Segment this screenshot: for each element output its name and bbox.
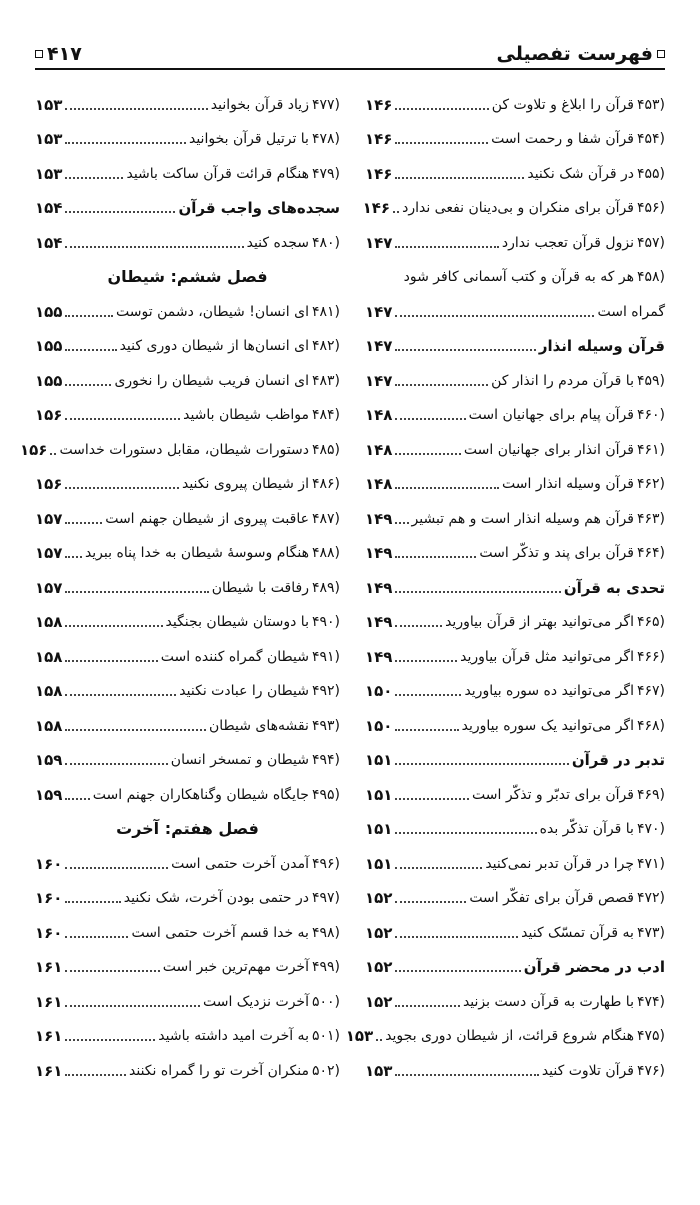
entry-title: قرآن پیام برای جهانیان است: [468, 407, 634, 423]
entry-page-number: ۱۵۶: [35, 406, 63, 424]
toc-entry-row: [365, 154, 665, 189]
entry-page-number: ۱۵۲: [365, 923, 393, 942]
toc-entry-row: [35, 672, 340, 707]
dot-leader: [65, 1005, 200, 1007]
entry-page-number: ۱۵۷: [35, 544, 63, 562]
entry-page-number: ۱۴۷: [365, 371, 393, 390]
entry-page-number: ۱۶۰: [35, 889, 63, 907]
toc-entry-row: [365, 85, 665, 120]
entry-number: (۴۹۷: [311, 890, 340, 906]
entry-number: (۴۸۷: [311, 510, 340, 527]
toc-entry-row: [365, 844, 665, 879]
entry-number: (۴۸۵: [311, 441, 340, 458]
entry-title: قرآن برای منکران و بی‌دینان نفعی ندارد: [402, 200, 634, 216]
entry-title: در قرآن شک نکنید: [527, 165, 634, 182]
entry-page-number: ۱۵۵: [35, 302, 63, 321]
dot-leader: [65, 660, 157, 662]
dot-leader: [65, 763, 167, 765]
entry-page-number: ۱۴۶: [365, 130, 393, 148]
section-title: ادب در محضر قرآن: [523, 958, 665, 976]
dot-leader: [395, 798, 469, 800]
entry-number: (۴۵۵: [636, 165, 665, 182]
entry-title: در حتمی بودن آخرت، شک نکنید: [123, 890, 309, 906]
toc-entry-row: [35, 499, 340, 534]
entry-number: (۴۷۴: [636, 993, 665, 1010]
dot-leader: [395, 591, 560, 593]
header-page-group: [35, 43, 82, 65]
entry-number: (۴۷۱: [636, 855, 665, 872]
entry-title: با طهارت به قرآن دست بزنید: [462, 993, 634, 1010]
entry-number: (۴۸۴: [311, 407, 340, 423]
toc-entry-row: [35, 844, 340, 879]
dot-leader: [395, 660, 457, 662]
toc-entry-row: [365, 396, 665, 431]
entry-page-number: ۱۵۲: [365, 992, 393, 1011]
toc-entry-row: [35, 603, 340, 638]
entry-title: قرآن تلاوت کنید: [541, 1062, 634, 1079]
entry-title: اگر می‌توانید بهتر از قرآن بیاورید: [445, 614, 634, 630]
toc-entry-row: [365, 637, 665, 672]
entry-title: با قرآن تذکّر بده: [539, 821, 634, 837]
toc-entry-row: [35, 85, 340, 120]
entry-title: ای انسان فریب شیطان را نخوری: [114, 372, 309, 389]
dot-leader: [65, 556, 81, 558]
toc-entry-row: [35, 706, 340, 741]
entry-number: (۴۸۶: [311, 476, 340, 492]
toc-entry-row: [365, 223, 665, 258]
entry-number: (۴۹۳: [311, 717, 340, 734]
entry-title: از شیطان پیروی نکنید: [181, 476, 309, 492]
dot-leader: [395, 763, 568, 765]
entry-page-number: ۱۵۱: [365, 820, 393, 838]
entry-page-number: ۱۴۹: [365, 647, 393, 666]
dot-leader: [65, 867, 168, 869]
entry-number: (۴۶۲: [636, 476, 665, 492]
toc-entry-row: [365, 534, 665, 569]
entry-page-number: ۱۴۸: [365, 406, 393, 424]
entry-page-number: ۱۴۸: [365, 475, 393, 493]
entry-title: قرآن هم وسیله انذار است و هم تبشیر: [411, 510, 634, 527]
dot-leader: [395, 970, 520, 972]
dot-leader: [65, 418, 180, 420]
entry-number: (۴۵۹: [636, 372, 665, 389]
entry-number: (۴۸۰: [311, 234, 340, 251]
entry-number: (۴۹۰: [311, 614, 340, 630]
entry-title: ای انسان! شیطان، دشمن توست: [116, 303, 309, 320]
entry-title: با ترتیل قرآن بخوانید: [188, 131, 309, 147]
entry-title: به آخرت امید داشته باشید: [158, 1028, 309, 1044]
entry-number: (۴۸۱: [311, 303, 340, 320]
dot-leader: [395, 246, 498, 248]
toc-entry-row: [365, 775, 665, 810]
toc-section-row: [35, 189, 340, 224]
entry-number: (۴۶۵: [636, 614, 665, 630]
entry-number: (۴۹۸: [311, 924, 340, 941]
entry-number: (۵۰۱: [311, 1028, 340, 1044]
entry-page-number: ۱۵۸: [35, 647, 63, 666]
dot-leader: [376, 1039, 382, 1041]
entry-number: (۴۶۹: [636, 786, 665, 803]
toc-entry-row: [35, 534, 340, 569]
entry-number: (۴۹۵: [311, 786, 340, 803]
dot-leader: [65, 142, 186, 144]
entry-number: (۵۰۰: [311, 993, 340, 1010]
entry-title: قرآن برای تدبّر و تذکّر است: [472, 786, 634, 803]
entry-number: (۴۶۴: [636, 545, 665, 561]
chapter-heading: فصل هفتم: آخرت: [116, 819, 259, 838]
entry-page-number: ۱۴۶: [365, 95, 393, 114]
dot-leader: [395, 177, 524, 179]
entry-page-number: ۱۵۴: [35, 199, 63, 217]
entry-title: قرآن را ابلاغ و تلاوت کن: [491, 96, 634, 113]
dot-leader: [65, 315, 113, 317]
toc-entry-row: [35, 741, 340, 776]
entry-page-number: ۱۵۱: [365, 751, 393, 769]
toc-entry-row: [35, 396, 340, 431]
toc-entry-row: [365, 810, 665, 845]
entry-page-number: ۱۵۰: [365, 682, 393, 700]
entry-title: به قرآن تمسّک کنید: [521, 924, 634, 941]
toc-entry-row: [35, 948, 340, 983]
toc-entry-row: [365, 292, 665, 327]
entry-page-number: ۱۵۹: [35, 751, 63, 769]
toc-entry-row: [365, 913, 665, 948]
entry-title: هر که به قرآن و کتب آسمانی کافر شود: [403, 269, 634, 285]
entry-page-number: ۱۶۱: [35, 958, 63, 976]
header-title-group: [497, 43, 665, 65]
dot-leader: [393, 211, 399, 213]
toc-entry-row: [35, 568, 340, 603]
entry-page-number: ۱۵۳: [35, 130, 63, 148]
dot-leader: [395, 108, 488, 110]
toc-entry-row: [365, 465, 665, 500]
entry-page-number: ۱۵۸: [35, 613, 63, 631]
entry-number: (۴۷۷: [311, 96, 340, 113]
entry-number: (۴۹۹: [311, 959, 340, 975]
dot-leader: [395, 729, 458, 731]
toc-entry-row: [35, 982, 340, 1017]
entry-number: (۵۰۲: [311, 1062, 340, 1079]
entry-title: ای انسان‌ها از شیطان دوری کنید: [119, 338, 309, 354]
dot-leader: [395, 418, 465, 420]
dot-leader: [395, 487, 499, 489]
entry-number: (۴۹۱: [311, 648, 340, 665]
entry-title: منکران آخرت تو را گمراه نکنند: [129, 1062, 309, 1079]
entry-title: قصص قرآن برای تفکّر است: [469, 890, 634, 906]
entry-title: اگر می‌توانید مثل قرآن بیاورید: [460, 648, 634, 665]
toc-entry-row: [35, 292, 340, 327]
entry-title: مواظب شیطان باشید: [183, 407, 309, 423]
dot-leader: [65, 729, 205, 731]
chapter-heading: فصل ششم: شیطان: [107, 267, 268, 286]
dot-leader: [65, 487, 179, 489]
toc-entry-row: [35, 327, 340, 362]
entry-number: (۴۶۷: [636, 683, 665, 699]
toc-entry-row: [19, 430, 340, 465]
entry-number: (۴۹۶: [311, 855, 340, 872]
entry-title: گمراه است: [597, 303, 665, 320]
toc-entry-row: [345, 1017, 665, 1052]
dot-leader: [65, 936, 128, 938]
entry-number: (۴۸۳: [311, 372, 340, 389]
toc-section-row: [365, 741, 665, 776]
square-bullet-icon: [35, 50, 43, 58]
entry-title: قرآن وسیله انذار است: [502, 476, 634, 492]
entry-page-number: ۱۵۲: [365, 889, 393, 907]
entry-page-number: ۱۴۷: [365, 337, 393, 355]
dot-leader: [395, 1074, 538, 1076]
dot-leader: [395, 522, 408, 524]
entry-page-number: ۱۴۹: [365, 509, 393, 528]
toc-entry-row: [35, 637, 340, 672]
dot-leader: [65, 349, 116, 351]
dot-leader: [395, 349, 535, 351]
entry-page-number: ۱۴۸: [365, 440, 393, 459]
entry-number: (۴۷۰: [636, 821, 665, 837]
entry-page-number: ۱۴۶: [362, 199, 391, 217]
dot-leader: [65, 798, 89, 800]
entry-number: (۴۷۸: [311, 131, 340, 147]
entry-number: (۴۶۳: [636, 510, 665, 527]
entry-number: (۴۶۸: [636, 717, 665, 734]
dot-leader: [395, 936, 518, 938]
entry-page-number: ۱۴۶: [365, 164, 393, 183]
toc-column-left: [19, 85, 340, 1086]
toc-entry-row: [365, 672, 665, 707]
section-title: سجده‌های واجب قرآن: [178, 199, 340, 217]
toc-entry-row: [365, 982, 665, 1017]
toc-entry-row: [35, 120, 340, 155]
entry-page-number: ۱۵۴: [35, 233, 63, 252]
dot-leader: [395, 384, 488, 386]
page-header: [35, 40, 665, 70]
entry-number: (۴۷۲: [636, 890, 665, 906]
entry-number: (۴۶۶: [636, 648, 665, 665]
section-title: تدبر در قرآن: [571, 751, 665, 769]
entry-number: (۴۷۶: [636, 1062, 665, 1079]
entry-title: هنگام قرائت قرآن ساکت باشید: [126, 165, 309, 182]
toc-entry-row: [35, 223, 340, 258]
entry-page-number: ۱۵۷: [35, 509, 63, 528]
entry-page-number: ۱۵۶: [35, 475, 63, 493]
toc-section-row: [365, 327, 665, 362]
entry-title: با دوستان شیطان بجنگید: [165, 614, 309, 630]
entry-title: آمدن آخرت حتمی است: [171, 855, 309, 872]
entry-page-number: ۱۴۹: [365, 578, 393, 597]
entry-page-number: ۱۵۳: [35, 95, 63, 114]
dot-leader: [395, 832, 536, 834]
toc-entry-row: [365, 120, 665, 155]
entry-page-number: ۱۶۰: [35, 854, 63, 873]
entry-page-number: ۱۵۳: [345, 1027, 374, 1045]
dot-leader: [65, 591, 208, 593]
entry-title: شیطان را عبادت نکنید: [179, 683, 309, 699]
entry-title: زیاد قرآن بخوانید: [210, 96, 309, 113]
toc-entry-row: [362, 189, 665, 224]
toc-entry-row: [365, 258, 665, 293]
entry-number: (۴۵۶: [636, 200, 665, 216]
dot-leader: [65, 694, 176, 696]
entry-number: (۴۶۱: [636, 441, 665, 458]
entry-title: اگر می‌توانید ده سوره بیاورید: [464, 683, 634, 699]
entry-title: شیطان گمراه کننده است: [160, 648, 309, 665]
entry-title: عاقبت پیروی از شیطان جهنم است: [105, 510, 309, 527]
entry-number: (۴۵۸: [636, 269, 665, 285]
dot-leader: [65, 901, 120, 903]
entry-page-number: ۱۶۱: [35, 1061, 63, 1080]
dot-leader: [395, 556, 476, 558]
square-bullet-icon: [657, 50, 665, 58]
header-page-number: ۴۱۷: [47, 43, 82, 65]
entry-title: به خدا قسم آخرت حتمی است: [131, 924, 309, 941]
entry-page-number: ۱۵۵: [35, 371, 63, 390]
entry-title: هنگام وسوسهٔ شیطان به خدا پناه ببرید: [84, 545, 309, 561]
entry-page-number: ۱۵۹: [35, 785, 63, 804]
toc-entry-row: [35, 913, 340, 948]
entry-page-number: ۱۴۷: [365, 233, 393, 252]
dot-leader: [65, 970, 159, 972]
entry-title: با قرآن مردم را انذار کن: [491, 372, 634, 389]
dot-leader: [65, 1039, 155, 1041]
dot-leader: [395, 1005, 459, 1007]
toc-entry-row: [35, 154, 340, 189]
dot-leader: [395, 142, 488, 144]
toc-entry-row: [365, 499, 665, 534]
entry-number: (۴۷۳: [636, 924, 665, 941]
section-title: قرآن وسیله انذار: [538, 337, 665, 355]
entry-page-number: ۱۵۸: [35, 682, 63, 700]
entry-number: (۴۷۹: [311, 165, 340, 182]
entry-title: نقشه‌های شیطان: [208, 717, 309, 734]
dot-leader: [65, 108, 207, 110]
entry-page-number: ۱۴۹: [365, 613, 393, 631]
toc-section-row: [365, 568, 665, 603]
entry-number: (۴۹۲: [311, 683, 340, 699]
entry-page-number: ۱۵۲: [365, 958, 393, 976]
dot-leader: [65, 522, 102, 524]
entry-page-number: ۱۶۱: [35, 992, 63, 1011]
entry-page-number: ۱۶۱: [35, 1027, 63, 1045]
entry-page-number: ۱۵۱: [365, 785, 393, 804]
toc-entry-row: [35, 1051, 340, 1086]
entry-page-number: ۱۶۰: [35, 923, 63, 942]
entry-number: (۴۸۸: [311, 545, 340, 561]
entry-page-number: ۱۵۳: [35, 164, 63, 183]
entry-page-number: ۱۵۰: [365, 716, 393, 735]
entry-title: شیطان و تمسخر انسان: [170, 752, 309, 768]
toc-entry-row: [365, 1051, 665, 1086]
dot-leader: [65, 246, 243, 248]
toc-column-right: [345, 85, 665, 1086]
entry-number: (۴۸۲: [311, 338, 340, 354]
toc-entry-row: [35, 879, 340, 914]
entry-number: (۴۵۷: [636, 234, 665, 251]
dot-leader: [65, 211, 175, 213]
entry-title: سجده کنید: [246, 234, 309, 251]
entry-title: آخرت مهم‌ترین خبر است: [162, 959, 309, 975]
toc-entry-row: [365, 706, 665, 741]
header-title: فهرست تفصیلی: [496, 43, 653, 65]
entry-page-number: ۱۵۶: [19, 440, 48, 459]
dot-leader: [65, 1074, 126, 1076]
toc-entry-row: [35, 775, 340, 810]
toc-entry-row: [365, 879, 665, 914]
toc-entry-row: [35, 465, 340, 500]
entry-page-number: ۱۵۳: [365, 1061, 393, 1080]
entry-number: (۴۵۴: [636, 131, 665, 147]
entry-title: چرا در قرآن تدبر نمی‌کنید: [485, 855, 634, 872]
dot-leader: [395, 453, 460, 455]
entry-title: دستورات شیطان، مقابل دستورات خداست: [59, 441, 309, 458]
entry-page-number: ۱۵۱: [365, 854, 393, 873]
entry-number: (۴۸۹: [311, 579, 340, 596]
section-title: تحدی به قرآن: [563, 578, 665, 597]
toc-entry-row: [365, 603, 665, 638]
dot-leader: [65, 177, 123, 179]
dot-leader: [395, 867, 482, 869]
entry-page-number: ۱۵۵: [35, 337, 63, 355]
entry-title: جایگاه شیطان وگناهکاران جهنم است: [92, 786, 309, 803]
dot-leader: [395, 315, 594, 317]
entry-title: آخرت نزدیک است: [202, 993, 309, 1010]
dot-leader: [50, 453, 56, 455]
toc-section-row: [365, 948, 665, 983]
entry-title: هنگام شروع قرائت، از شیطان دوری بجوید: [385, 1028, 634, 1044]
entry-title: قرآن انذار برای جهانیان است: [463, 441, 634, 458]
dot-leader: [65, 625, 162, 627]
toc-entry-row: [365, 430, 665, 465]
dot-leader: [65, 384, 111, 386]
entry-number: (۴۹۴: [311, 752, 340, 768]
entry-title: نزول قرآن تعجب ندارد: [501, 234, 634, 251]
entry-number: (۴۷۵: [636, 1028, 665, 1044]
toc-entry-row: [35, 1017, 340, 1052]
entry-title: اگر می‌توانید یک سوره بیاورید: [461, 717, 634, 734]
entry-page-number: ۱۴۷: [365, 302, 393, 321]
entry-number: (۴۵۳: [636, 96, 665, 113]
entry-page-number: ۱۴۹: [365, 544, 393, 562]
dot-leader: [395, 694, 461, 696]
entry-number: (۴۶۰: [636, 407, 665, 423]
dot-leader: [395, 625, 442, 627]
entry-title: قرآن برای پند و تذکّر است: [479, 545, 634, 561]
entry-title: رفاقت با شیطان: [211, 579, 309, 596]
entry-title: قرآن شفا و رحمت است: [491, 131, 634, 147]
toc-entry-row: [35, 361, 340, 396]
dot-leader: [395, 901, 466, 903]
toc-entry-row: [365, 361, 665, 396]
entry-page-number: ۱۵۸: [35, 716, 63, 735]
entry-page-number: ۱۵۷: [35, 578, 63, 597]
